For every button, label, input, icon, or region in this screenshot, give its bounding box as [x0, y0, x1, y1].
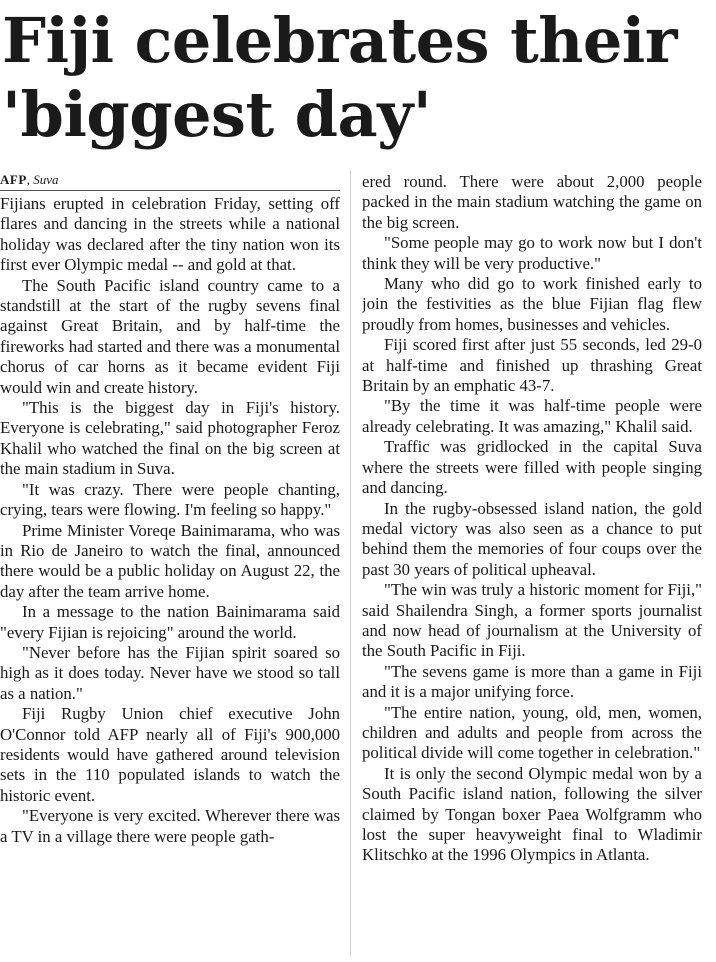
byline-location: Suva	[33, 172, 59, 187]
paragraph: "It was crazy. There were people chanting, crying, tears were flowing. I'm feeling so happy."	[0, 479, 340, 520]
paragraph: "The sevens game is more than a game in Fiji and it is a major unifying force.	[362, 661, 702, 702]
paragraph: In the rugby-obsessed island nation, the gold medal victory was also seen as a chance to put behind them the memories of four coups over the past 30 years of political upheaval.	[362, 498, 702, 579]
paragraph: Fiji Rugby Union chief executive John O'Connor told AFP nearly all of Fiji's 900,000 residents would have gathered around television sets in the 110 populated islands to watch the historic event.	[0, 704, 340, 805]
paragraph: Traffic was gridlocked in the capital Suva where the streets were filled with people singing and dancing.	[362, 437, 702, 498]
paragraph: "The entire nation, young, old, men, women, children and adults and people from across the political divide will come together in celebration."	[362, 702, 702, 763]
paragraph: "Never before has the Fijian spirit soared so high as it does today. Never have we stood so tall as a nation."	[0, 642, 340, 703]
paragraph: "Some people may go to work now but I don't think they will be very productive."	[362, 233, 702, 273]
paragraph: "This is the biggest day in Fiji's history. Everyone is celebrating," said photographer Feroz Khalil who watched the final on the big screen at the main stadium in Suva.	[0, 398, 340, 479]
paragraph: It is only the second Olympic medal won by a South Pacific island nation, following the silver claimed by Tongan boxer Paea Wolfgramm who lost the super heavyweight final to Wladimir Klitschko at the 1996 Olympics in Atlanta.	[362, 763, 702, 865]
paragraph: "Everyone is very excited. Wherever there was a TV in a village there were people gath-	[0, 806, 340, 846]
paragraph: Fijians erupted in celebration Friday, setting off flares and dancing in the streets while a national holiday was declared after the tiny nation won its first ever Olympic medal -- and gold at that.	[0, 194, 340, 275]
article-column-right	[362, 172, 702, 958]
paragraph: Fiji scored first after just 55 seconds, led 29-0 at half-time and finished up thrashing Great Britain by an emphatic 43-7.	[362, 335, 702, 396]
paragraph: In a message to the nation Bainimarama said "every Fijian is rejoicing" around the world.	[0, 602, 340, 642]
byline	[0, 172, 340, 191]
paragraph: "The win was truly a historic moment for Fiji," said Shailendra Singh, a former sports journalist and now head of journalism at the University of the South Pacific in Fiji.	[362, 580, 702, 661]
paragraph: The South Pacific island country came to a standstill at the start of the rugby sevens final against Great Britain, and by half-time the fireworks had started and there was a monumental chorus of car horns as it became evident Fiji would win and create history.	[0, 275, 340, 397]
byline-separator: ,	[26, 172, 34, 187]
headline: Fiji celebrates their 'biggest day'	[2, 4, 677, 151]
article-column-left	[0, 172, 340, 958]
paragraph: ered round. There were about 2,000 people packed in the main stadium watching the game on the big screen.	[362, 172, 702, 232]
paragraph: Prime Minister Voreqe Bainimarama, who was in Rio de Janeiro to watch the final, announced there would be a public holiday on August 22, the day after the team arrive home.	[0, 520, 340, 601]
column-divider	[350, 170, 351, 956]
paragraph: "By the time it was half-time people were already celebrating. It was amazing," Khalil said.	[362, 396, 702, 436]
paragraph: Many who did go to work finished early to join the festivities as the blue Fijian flag flew proudly from homes, businesses and vehicles.	[362, 274, 702, 334]
byline-agency: AFP	[0, 172, 27, 187]
